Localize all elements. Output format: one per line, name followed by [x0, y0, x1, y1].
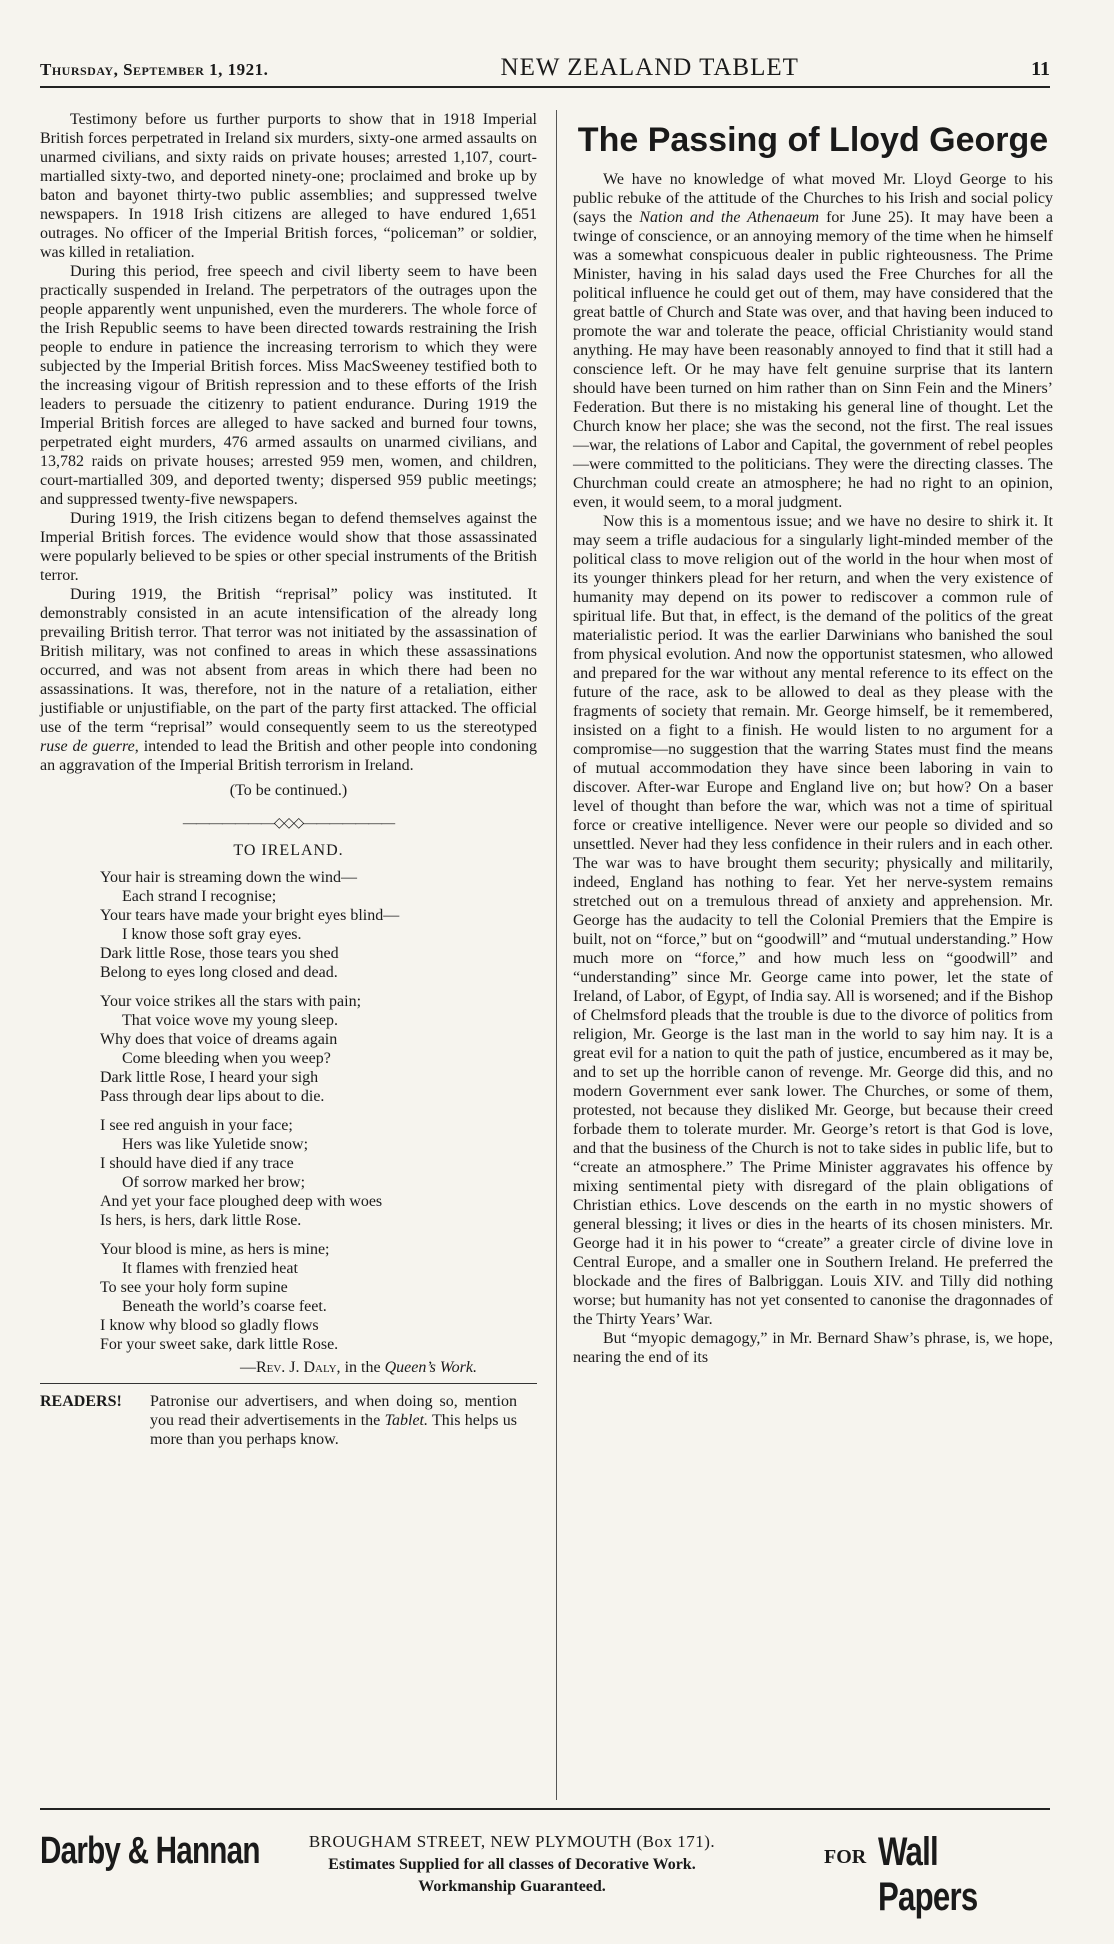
article-paragraph: During 1919, the Irish citizens began to defend themselves against the Imperial British forces. The evidence would show that those assassinated were popularly believed to be spies or other special instruments of the British terror. [40, 510, 537, 584]
poem-line: Your hair is streaming down the wind— [100, 869, 358, 886]
poem-line: It flames with frenzied heat [122, 1260, 298, 1277]
issue-date: Thursday, September 1, 1921. [40, 60, 269, 79]
footer-rule-top [40, 1808, 1050, 1810]
article-paragraph: During this period, free speech and civil liberty seem to have been practically suspended in Ireland. The perpetrators of the outrages upon the people apparently went unpunished, even the murderers. The whole force of the Irish Republic seems to have been directed towards restraining the Irish people to endure in patience the increasing terrorism to which they were subjected by the Imperial British forces. Miss MacSweeney testified both to the increasing vigour of British repression and to these efforts of the Irish leaders to persuade the citizenry to patient endurance. During 1919 the Imperial British forces are alleged to have sacked and burned four towns, perpetrated eight murders, 476 armed assaults on unarmed civilians, and 13,782 raids on private houses; arrested 959 men, women, and children, court-martialled 309, and deported twenty; dispersed 959 public meetings; and suppressed twenty-five newspapers. [40, 263, 537, 508]
poem-line: I see red anguish in your face; [100, 1117, 293, 1134]
poem-line: I know those soft gray eyes. [122, 926, 302, 943]
ad-guarantee: Workmanship Guaranteed. [418, 1878, 606, 1895]
poem-line: For your sweet sake, dark little Rose. [100, 1336, 339, 1353]
ad-estimates: Estimates Supplied for all classes of Decorative Work. [328, 1856, 696, 1873]
poem-line: Your blood is mine, as hers is mine; [100, 1241, 330, 1258]
left-column [40, 110, 537, 1449]
poem-line: To see your holy form supine [100, 1279, 288, 1296]
poem-line: Is hers, is hers, dark little Rose. [100, 1212, 302, 1229]
poem-stanza [100, 992, 537, 1106]
article-title: The Passing of Lloyd George [577, 121, 1049, 159]
right-column [573, 110, 1053, 1367]
poem-line: Why does that voice of dreams again [100, 1031, 338, 1048]
poem-line: Beneath the world’s coarse feet. [122, 1298, 327, 1315]
ad-firm-name: Darby & Hannan [40, 1830, 260, 1872]
poem-line: Hers was like Yuletide snow; [122, 1136, 309, 1153]
poem-line: Come bleeding when you weep? [122, 1050, 331, 1067]
ad-for-label: FOR [824, 1846, 867, 1868]
ad-address: BROUGHAM STREET, NEW PLYMOUTH (Box 171). [308, 1832, 716, 1851]
page-number: 11 [1031, 58, 1050, 80]
ad-details [292, 1832, 732, 1896]
section-rule [40, 1383, 537, 1384]
poem-line: I know why blood so gladly flows [100, 1317, 319, 1334]
article-paragraph: But “myopic demagogy,” in Mr. Bernard Shaw’s phrase, is, we hope, nearing the end of its [573, 1330, 1053, 1366]
publication-title: NEW ZEALAND TABLET [500, 54, 799, 81]
header-rule [40, 86, 1050, 88]
article-paragraph: Testimony before us further purports to show that in 1918 Imperial British forces perpetrated in Ireland six murders, sixty-one armed assaults on unarmed civilians, and sixty raids on private houses; arrested 1,107, court-martialled sixty-two, and deported ninety-one; proclaimed and broke up by baton and bayonet thirty-two public assemblies; and suppressed twelve newspapers. In 1918 Irish citizens are alleged to have endured 1,651 outrages. No officer of the Imperial British forces, “policeman” or soldier, was killed in retaliation. [40, 111, 537, 261]
poem-stanza [100, 1116, 537, 1230]
poem-stanza [100, 868, 537, 982]
article-paragraph: During 1919, the British “reprisal” policy was instituted. It demonstrably consisted in an acute intensification of the already long prevailing British terror. That terror was not initiated by the assassination of British military, was not confined to areas in which these assassinations occurred, and was not absent from areas in which there had been no assassinations. It was, therefore, not in the nature of a retaliation, either justifiable or unjustifiable, on the part of the party first attacked. The official use of the term “reprisal” would consequently seem to us the stereotyped ruse de guerre, intended to lead the British and other people into condoning an aggravation of the Imperial British terrorism in Ireland. [40, 586, 538, 774]
readers-text: Patronise our advertisers, and when doing so, mention you read their advertisements in the Tablet. This helps us more than you perhaps know. [150, 1393, 518, 1448]
continued-note: (To be continued.) [229, 782, 348, 799]
poem-line: Your voice strikes all the stars with pain; [100, 993, 362, 1010]
poem-stanza [100, 1240, 537, 1354]
poem-line: Dark little Rose, those tears you shed [100, 945, 339, 962]
column-divider [556, 110, 557, 1800]
poem-line: Pass through dear lips about to die. [100, 1088, 325, 1105]
poem [100, 868, 537, 1354]
poem-line: Belong to eyes long closed and dead. [100, 964, 338, 981]
readers-notice [40, 1392, 537, 1449]
section-ornament: ———————◇◇◇——————— [182, 816, 395, 831]
article-paragraph: Now this is a momentous issue; and we have no desire to shirk it. It may seem a trifle audacious for a singularly light-minded member of the political class to move religion out of the world in the hour when most of its younger thinkers plead for her return, and when the very existence of humanity may depend on its power to rediscover a common rule of spiritual life. But that, in effect, is the demand of the politics of the great materialistic period. It was the earlier Darwinians who banished the soul from physical evolution. And now the opportunist statesmen, who allowed and prepared for the war without any mental reference to its effect on the future of the race, ask to be allowed to deal as they please with the fragments of society that remain. Mr. George himself, be it remembered, insisted on a fight to a finish. He would listen to no argument for a compromise—no suggestion that the warring States must find the means of mutual accommodation they have since been laboring in vain to discover. After-war Europe and England live on; but how? On a baser level of thought than before the war, which was not a time of spiritual force or creative intelligence. Never were our people so divided and so unsettled. Never had they less confidence in their rulers and in each other. The war was to have brought them security; physically and militarily, indeed, England has nothing to fear. Yet her nerve-system remains stretched out on a tremulous thread of anxiety and apprehension. Mr. George has the audacity to tell the Colonial Premiers that the Empire is built, not on “force,” but on “goodwill” and “mutual understanding.” How much more on “force,” and how much less on “goodwill” and “understanding” since Mr. George came into power, let the state of Ireland, of Labor, of Egypt, of India say. All is worsened; and if the Bishop of Chelmsford pleads that the trouble is due to the divorce of politics from religion, Mr. George is the last man in the world to say him nay. It is a great evil for a nation to quit the path of justice, encumbered as it may be, and to set up the horrible canon of revenge. Mr. George did this, and no modern Government ever sank lower. The Churches, or some of them, protested, not because they disliked Mr. George, but because their creed forbade them to tolerate murder. Mr. George’s retort is that God is love, and that the business of the Church is not to take sides in public life, but to “create an atmosphere.” The Prime Minister aggravates his offence by mixing sentimental piety with disregard of the plain obligations of Christian ethics. Love descends on the earth in no mystic showers of general blessing; it lives or dies in the hearts of its chosen ministers. Mr. George had it in his power to “create” a greater circle of divine love in Central Europe, and a smaller one in Southern Ireland. He preferred the blockade and the fires of Balbriggan. Louis XIV. and Tilly did nothing worse; but humanity has not yet consented to canonise the dragonnades of the Thirty Years’ War. [573, 513, 1053, 1328]
ad-product: Wall Papers [878, 1830, 978, 1919]
poem-line: Of sorrow marked her brow; [122, 1174, 306, 1191]
poem-line: That voice wove my young sleep. [122, 1012, 338, 1029]
footer-advertisement [40, 1822, 1050, 1919]
poem-line: I should have died if any trace [100, 1155, 294, 1172]
poem-line: Your tears have made your bright eyes blind— [100, 907, 400, 924]
readers-label: READERS! [40, 1393, 122, 1410]
poem-line: Dark little Rose, I heard your sigh [100, 1069, 319, 1086]
poem-attribution: —Rev. J. Daly, in the Queen’s Work. [239, 1359, 477, 1376]
page-header [40, 54, 1050, 84]
poem-line: And yet your face ploughed deep with woes [100, 1193, 383, 1210]
poem-title: TO IRELAND. [233, 842, 344, 859]
italic-phrase: ruse de guerre [40, 738, 135, 755]
poem-line: Each strand I recognise; [122, 888, 277, 905]
article-paragraph: We have no knowledge of what moved Mr. Lloyd George to his public rebuke of the attitude of the Churches to his Irish and social policy (says the Nation and the Athenaeum for June 25). It may have been a twinge of conscience, or an annoying memory of the time when he himself was a somewhat conspicuous dealer in public righteousness. The Prime Minister, having in his salad days used the Free Churches for all the political influence he could get out of them, may have considered that the great battle of Church and State was over, and that having been induced to promote the war and tolerate the peace, official Christianity would stand anything. He may have been reasonably annoyed to find that it still had a conscience left. Or he may have felt genuine surprise that its lantern should have been turned on him rather than on Sinn Fein and the Miners’ Federation. But there is no mistaking his general line of thought. Let the Church know her place; she was the second, not the first. The real issues—war, the relations of Labor and Capital, the government of rebel peoples—were committed to the politicians. They were the directing classes. The Churchman could create an atmosphere; he had no right to an opinion, even, it would seem, to a moral judgment. [573, 171, 1054, 511]
